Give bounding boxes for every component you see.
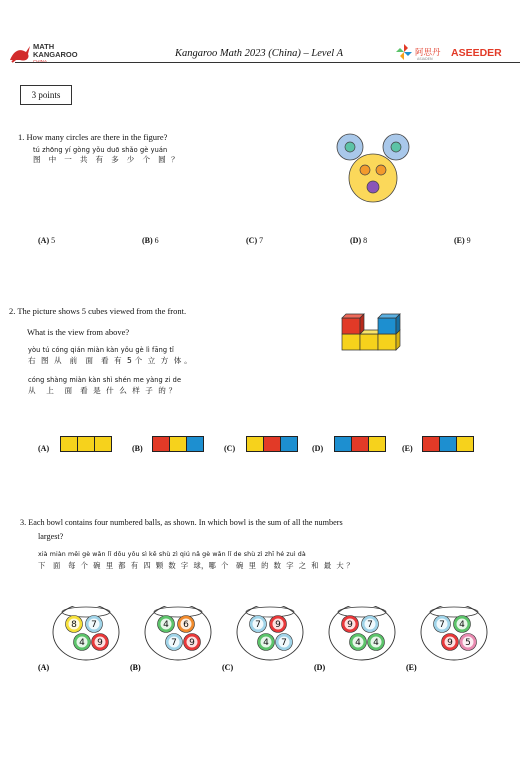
q1-text: 1. How many circles are there in the figure? [18,132,168,142]
bowl-outline [329,606,395,660]
header-divider [15,62,520,63]
bowl-label: (C) [222,663,234,672]
q3-text2: largest? [38,532,64,541]
right-eye-circle [376,165,386,175]
q2-a-square-3 [95,437,111,451]
q2-pinyin2: cóng shàng miàn kàn shì shén me yàng zi de [28,376,182,384]
ball-number: 5 [465,638,471,649]
q3-bowls [38,606,488,676]
q2-e-square-3 [457,437,473,451]
ball-number: 9 [97,638,103,649]
bowl-label: (E) [406,663,417,672]
ball-number: 4 [459,620,465,631]
ball-number: 4 [373,638,379,649]
q2-e-square-1 [423,437,440,451]
ball-number: 4 [355,638,361,649]
q1-option-e[interactable]: (E) 9 [454,236,471,245]
face-circle [349,154,397,202]
mouth-circle [367,181,379,193]
q2-c-square-1 [247,437,264,451]
q2-d-square-1 [335,437,352,451]
q2-chinese2: 从 上 面 看 是 什 么 样 子 的 ？ [28,386,177,395]
brand-sub: ASIADEN [417,57,433,61]
q1-chinese: 图 中 一 共 有 多 少 个 圆 ？ [33,155,179,164]
q2-b-square-3 [187,437,203,451]
q2-a-square-1 [61,437,78,451]
bowl-label: (A) [38,663,50,672]
ball-number: 7 [281,638,287,649]
bowl-2[interactable] [130,606,211,672]
ball-number: 7 [367,620,373,631]
q2-c-square-3 [281,437,297,451]
bowl-label: (D) [314,663,326,672]
bowl-3[interactable] [222,606,303,672]
q1-options [38,236,498,248]
ball-number: 8 [71,620,77,631]
logo-line1: MATH [33,42,55,51]
ball-number: 9 [275,620,281,631]
brand-cn: 阿思丹 [415,48,441,58]
q2-cubes-figure [340,310,402,352]
bowl-outline [421,606,487,660]
ball-number: 7 [171,638,177,649]
q2-d-square-2 [352,437,369,451]
q1-circles-figure [330,132,415,207]
bowl-label: (B) [130,663,141,672]
aseeder-logo [395,43,520,61]
logo-line2: KANGAROO [33,50,78,59]
q2-c-square-2 [264,437,281,451]
q3-bowls-svg [38,606,488,676]
ball-number: 4 [163,620,169,631]
logo-line3: CHINA [33,59,48,64]
ball-number: 7 [439,620,445,631]
ball-number: 6 [183,620,189,631]
left-inner-circle [345,142,355,152]
q1-option-b[interactable]: (B) 6 [142,236,159,245]
pinwheel-icon [396,44,412,60]
ball-number: 7 [91,620,97,631]
q2-b-square-2 [170,437,187,451]
bowl-outline [237,606,303,660]
q1-pinyin: tú zhōng yí gòng yǒu duō shǎo gè yuán [33,146,168,154]
q2-d-square-3 [369,437,385,451]
q3-pinyin: xià miàn měi gè wǎn lǐ dōu yǒu sì kē shù zì qiú nǎ gè wǎn lǐ de shù zì zhī hé zuì dà [38,551,306,558]
kangaroo-icon [10,46,30,62]
right-inner-circle [391,142,401,152]
q2-chinese1: 右 图 从 前 面 看 有 5 个 立 方 体 。 [28,356,192,365]
bowl-4[interactable] [314,606,395,672]
q1-option-d[interactable]: (D) 8 [350,236,368,245]
bowl-outline [53,606,119,660]
bowl-5[interactable] [406,606,487,672]
q1-option-c[interactable]: (C) 7 [246,236,264,245]
bowl-1[interactable] [38,606,119,672]
ball-number: 4 [79,638,85,649]
ball-number: 7 [255,620,261,631]
q3-text1: 3. Each bowl contains four numbered balls, as shown. In which bowl is the sum of all the numbers [20,518,343,527]
q2-b-square-1 [153,437,170,451]
q1-option-a[interactable]: (A) 5 [38,236,56,245]
brand-en: ASEEDER [451,47,502,59]
ball-number: 9 [189,638,195,649]
bowl-outline [145,606,211,660]
points-label: 3 points [20,85,72,105]
q2-options: (A) (B) (C) (D) (E) [38,436,478,456]
page-title: Kangaroo Math 2023 (China) – Level A [175,48,343,59]
ball-number: 9 [347,620,353,631]
q2-text1: 2. The picture shows 5 cubes viewed from the front. [9,306,187,316]
q2-a-square-2 [78,437,95,451]
left-eye-circle [360,165,370,175]
q2-text2: What is the view from above? [27,327,130,337]
q2-e-square-2 [440,437,457,451]
ball-number: 4 [263,638,269,649]
q3-chinese: 下 面 每 个 碗 里 都 有 四 颗 数 字 球，哪 个 碗 里 的 数 字 之 和 最 大 ？ [38,561,354,570]
q2-pinyin1: yòu tú cóng qián miàn kàn yǒu gè lì fāng tǐ [28,346,174,354]
ball-number: 9 [447,638,453,649]
